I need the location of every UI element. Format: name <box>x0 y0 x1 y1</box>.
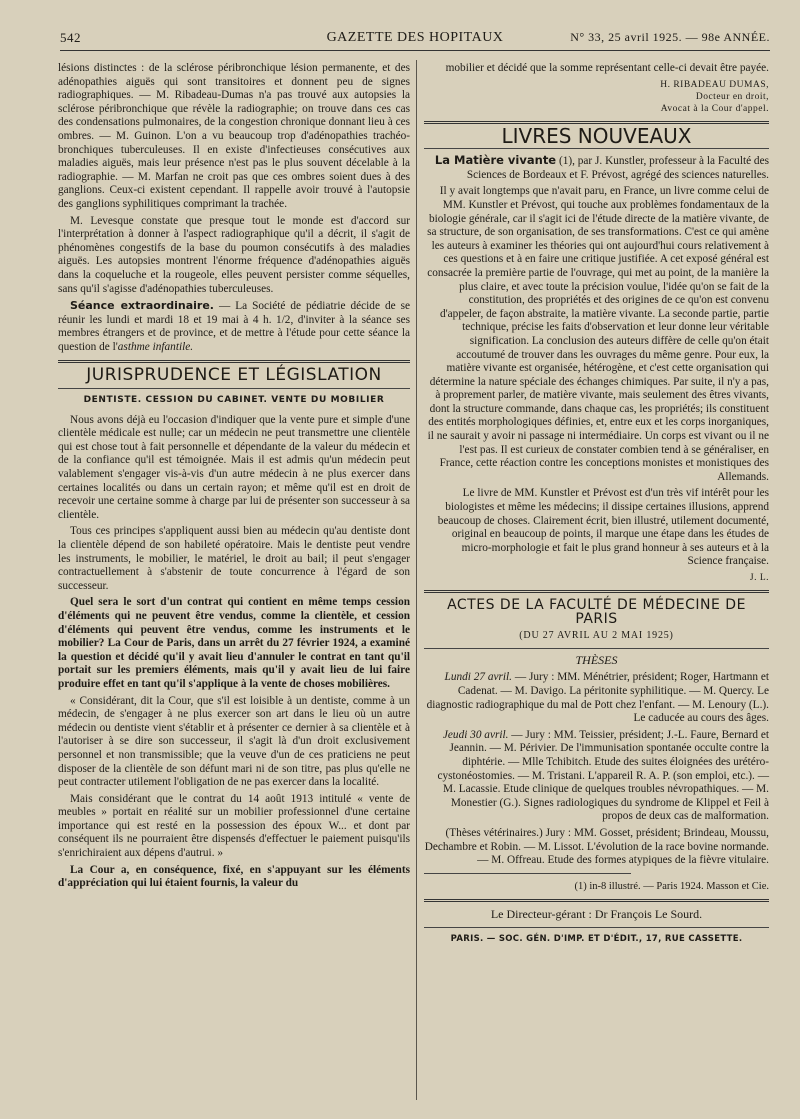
paragraph: « Considérant, dit la Cour, que s'il est loisible à un dentiste, comme à un médecin, de s'engager à ne plus exercer son art dans le lieu où un autre médecin ou dentiste vient s'établir et à présenter ce dernier à sa clientèle et à l'autoriser à se dire son successeur, il s'agit là d'un droit exclusivement personnel et non transmissible; que la veuve d'un de ces praticiens ne peut disposer de la clientèle de son défunt mari ni de son titre, pas plus qu'elle ne peut contracter utilement l'obligation de ne pas exercer dans la localité. <box>58 694 410 789</box>
paragraph: Le livre de MM. Kunstler et Prévost est d'un très vif intérêt pour les biologistes et même les médecins; il dissipe certaines illusions, apprend beaucoup de choses. Clairement écrit, bien illustré, utilement documenté, original en beaucoup de points, il marque une étape dans les études de micro-morphologie et fait le plus grand honneur à ses auteurs et à la Science française. <box>437 487 769 568</box>
section-rule <box>424 648 769 649</box>
paragraph: mobilier et décidé que la somme représentant celle-ci devait être payée. <box>445 62 769 74</box>
seance-lead: Séance extraordinaire. <box>70 299 214 313</box>
journal-title: GAZETTE DES HOPITAUX <box>326 30 504 45</box>
jeudi-text: — Jury : MM. Teissier, président; J.-L. Faure, Bernard et Jeannin. — M. Périvier. De l'immunisation spontanée occulte contre la diphtérie. — Mlle Tchibitch. Etude des suites éloignées des urétéro-cystonéostomies. — M. Tristani. L'appareil R. A. P. (son emploi, etc.). — M. Lacassie. Etude clinique de quelques troubles névropathiques. — M. Monestier (G.). Signes radiologiques du syndrome de Klippel et Feil à propos de deux cas de malformation. <box>437 728 769 823</box>
book-review-signature: J. L. <box>749 573 769 583</box>
section-title-livres: LIVRES NOUVEAUX <box>501 123 692 148</box>
jeudi-paragraph <box>424 729 769 824</box>
seance-text: — La Société de pédiatrie décide de se réunir les lundi et mardi 18 et 19 mai à 4 h. 1/2, d'inviter à la séance ses membres étrangers et de province, et de mettre à l'étude pour cette séance la question de l' <box>58 300 410 353</box>
signature-title: Docteur en droit, <box>695 91 769 102</box>
left-column <box>58 62 410 894</box>
gerant-line: Le Directeur-gérant : Dr François Le Sourd. <box>490 907 703 922</box>
footnote: (1) in-8 illustré. — Paris 1924. Masson et Cie. <box>574 880 769 892</box>
paragraph: M. Levesque constate que presque tout le monde est d'accord sur l'interprétation à donner à l'aspect radiographique qu'il a décrit, il s'agit de phénomènes congestifs de la base du poumon consécutifs à des maladies aiguës. Les autopsies montrent l'énorme fréquence d'adénopathies aiguës dans la coqueluche et la rougeole, elles peuvent persister comme séquelles, sans qu'il s'agisse d'adénopathies tuberculeuses. <box>58 214 410 295</box>
section-rule <box>424 927 769 928</box>
book-heading <box>424 154 769 182</box>
section-dates: (DU 27 AVRIL AU 2 MAI 1925) <box>519 630 674 642</box>
right-column <box>424 62 769 949</box>
section-rule <box>424 590 769 593</box>
signature-name: H. RIBADEAU DUMAS, <box>660 79 769 90</box>
section-rule <box>424 148 769 149</box>
column-divider <box>416 60 417 1100</box>
section-rule <box>424 899 769 902</box>
paragraph: Tous ces principes s'appliquent aussi bien au médecin qu'au dentiste dont la clientèle dépend de son habileté opératoire. Mais le dentiste peut vendre les instruments, le mobilier, le matériel, le droit au bail; il peut s'engager contractuellement à s'abstenir de toute concurrence à l'égard de son successeur. <box>58 525 410 592</box>
paragraph: Quel sera le sort d'un contrat qui contient en même temps cession d'éléments qui ne peuvent être vendus, comme la clientèle, et cession d'éléments qui peuvent être vendus, comme les instruments et le mobilier? La Cour de Paris, dans un arrêt du 27 février 1924, a examiné la question et décidé qu'il y avait lieu d'annuler le contrat en tant qu'il portait sur les premiers éléments, mais qu'il y avait lieu de lui faire produire effet en tant qu'il s'applique à la vente de choses mobilières. <box>58 596 410 690</box>
page-header <box>60 30 770 50</box>
seance-paragraph <box>58 299 410 354</box>
jeudi-lead: Jeudi 30 avril. <box>442 728 509 741</box>
signature-role: Avocat à la Cour d'appel. <box>660 103 769 114</box>
paragraph: lésions distinctes : de la sclérose péribronchique lésion permanente, et des adénopathies aiguës qui sont transitoires et donnent peu de signes radiographiques. — M. Ribadeau-Dumas n'a pas trouvé aux autopsies la sclérose péribronchique que révèle la radiographie; on trouve dans ces cas des condensations pulmonaires, de la congestion chronique donnant lieu à ces ombres. — M. Guinon. L'on a vu beaucoup trop d'adénopathies trachéo-bronchiques tuberculeuses. Il en existe d'infectieuses consécutives aux maladies aiguës, mais leur présence n'est pas le plus souvent décelable à la radiographie. — M. Marfan ne croit pas que ces ombres soient dues à des ganglions. Ceux-ci existent cependant. Il rappelle avoir trouvé à l'autopsie des ganglions syphilitiques comprimant la trachée. <box>58 62 410 210</box>
theses-heading: THÈSES <box>575 652 618 667</box>
book-authors: (1), par J. Kunstler, professeur à la Faculté des Sciences de Bordeaux et F. Prévost, agrégé des sciences naturelles. <box>466 155 769 181</box>
header-rule <box>60 50 770 51</box>
paragraph: La Cour a, en conséquence, fixé, en s'appuyant sur les éléments d'appréciation qui lui étaient fournis, la valeur du <box>58 863 410 890</box>
section-rule <box>58 360 410 363</box>
paragraph: Il y avait longtemps que n'avait paru, en France, un livre comme celui de MM. Kunstler et Prévost, qui touche aux problèmes fondamentaux de la biologie générale, car il s'agit ici de l'étude directe de la matière vivante, de sa structure, de son organisation, de ses transformations. C'est ce qui amène les auteurs à examiner les théories qui ont aujourd'hui cours relativement à ces questions et à en faire une critique justifiée. A cet exposé général est consacrée la première partie de l'ouvrage, qui met au point, de la manière la plus claire, et avec toute la précision voulue, l'idée qu'on se fait de la constitution, des propriétés et des origines de ce qu'on est convenu d'appeler, de façon abstraite, la matière vivante. La seconde partie, partie technique, précise les faits d'observation et leur donne leur véritable signification. La conclusion des auteurs diffère de celle qu'on était accoutumé de trouver dans les ouvrages du même genre. Pour eux, la matière vivante est organisée, hétérogène, et c'est cette organisation qui détermine la nature spéciale des échanges chimiques. Par suite, il n'y a pas, à proprement parler, de matière vivante, mais seulement des êtres vivants, dont la structure commande, dans chaque cas, les propriétés; ils constituent des entités morphologiques définies, et, entre eux et les corps inorganiques, il ne saurait y avoir ni passage ni intermédiaire. Un corps est vivant ou il ne l'est pas. Il est curieux de constater combien tend à se généraliser, en France, cette réaction contre les conceptions monistes et monistiques des Allemands. <box>427 185 769 483</box>
lundi-text: — Jury : MM. Ménétrier, président; Roger, Hartmann et Cadenat. — M. Davigo. La péritonite syphilitique. — M. Quercy. Le diagnostic radiographique du mal de Pott chez l'enfant. — M. Lenoury (L.). Le caducée au cours des âges. <box>426 671 769 725</box>
paragraph: Mais considérant que le contrat du 14 août 1913 intitulé « vente de meubles » portait en réalité sur un mobilier professionnel d'une certaine importance qui est resté en la possession des époux W... et dont par conséquent ils ne pourraient être dispensés d'effectuer le paiement puisqu'ils s'enrichiraient aux dépens d'autrui. » <box>58 792 410 860</box>
lundi-lead: Lundi 27 avril. <box>444 671 513 684</box>
section-rule <box>58 388 410 389</box>
page-number: 542 <box>60 30 81 45</box>
signature-block <box>424 79 769 115</box>
footnote-rule <box>424 873 631 874</box>
lundi-paragraph <box>424 671 769 725</box>
issue-date: N° 33, 25 avril 1925. — 98e ANNÉE. <box>570 30 770 44</box>
seance-italic: asthme infantile. <box>117 340 194 353</box>
section-title-actes: ACTES DE LA FACULTÉ DE MÉDECINE DE PARIS <box>447 597 746 627</box>
book-title: La Matière vivante <box>434 153 557 168</box>
section-title-jurisprudence: JURISPRUDENCE ET LÉGISLATION <box>86 365 382 386</box>
imprint-line: PARIS. — SOC. GÉN. D'IMP. ET D'ÉDIT., 17, RUE CASSETTE. <box>450 933 743 944</box>
article-subheading: DENTISTE. CESSION DU CABINET. VENTE DU MOBILIER <box>83 395 385 406</box>
paragraph: (Thèses vétérinaires.) Jury : MM. Gosset, président; Brindeau, Moussu, Dechambre et Robin. — M. Lissot. L'évolution de la race bovine normande. — M. Offreau. Etude des formes atypiques de la fièvre vitulaire. <box>424 826 769 867</box>
paragraph: Nous avons déjà eu l'occasion d'indiquer que la vente pure et simple d'une clientèle médicale est nulle; car un médecin ne peut transmettre une clientèle qui est chose tout à fait personnelle et dépendante de la valeur du médecin et de la confiance qu'il est témoignée. Mais il est admis qu'un médecin peut valablement s'engager vis-à-vis d'un autre médecin à ne plus exercer dans certaines localités ou dans un certain rayon; et même qu'il est en droit de recevoir une certaine somme à charge par lui de présenter son successeur à sa clientèle. <box>58 413 410 521</box>
